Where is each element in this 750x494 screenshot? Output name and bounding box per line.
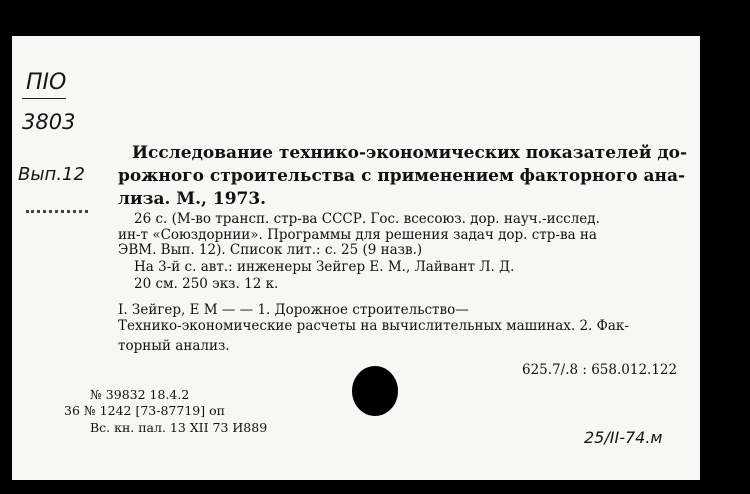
card-desc-line-5: 20 см. 250 экз. 12 к. bbox=[134, 276, 279, 292]
stamp-scribble bbox=[26, 198, 88, 213]
card-desc-line-4: На 3-й с. авт.: инженеры Зейгер Е. М., Лайвант Л. Д. bbox=[134, 259, 515, 275]
card-desc-line-2: ин-т «Союздорнии». Программы для решения задач дор. стр-ва на bbox=[118, 227, 597, 243]
card-subject-line-2: Технико-экономические расчеты на вычислительных машинах. 2. Фак- bbox=[118, 318, 629, 334]
card-title-line-3: лиза. М., 1973. bbox=[118, 189, 267, 209]
card-desc-line-3: ЭВМ. Вып. 12). Список лит.: с. 25 (9 назв.) bbox=[118, 242, 423, 258]
handwritten-date: 25/ІІ-74.м bbox=[584, 428, 663, 447]
card-desc-line-1: 26 с. (М-во трансп. стр-ва СССР. Гос. всесоюз. дор. науч.-исслед. bbox=[134, 211, 600, 227]
card-ref-line-2: 36 № 1242 [73-87719] оп bbox=[64, 403, 225, 418]
handwritten-issue: Вып.12 bbox=[18, 164, 85, 185]
punch-hole bbox=[352, 366, 398, 416]
card-title-line-1: Исследование технико-экономических показателей до- bbox=[132, 143, 688, 163]
handwritten-number: 3803 bbox=[22, 110, 76, 134]
card-title-line-2: рожного строительства с применением факторного ана- bbox=[118, 166, 686, 186]
handwritten-code: ПІО bbox=[26, 70, 67, 95]
card-ref-line-1: № 39832 18.4.2 bbox=[90, 387, 190, 402]
card-subject-line-3: торный анализ. bbox=[118, 338, 230, 354]
handwritten-underline bbox=[22, 98, 66, 99]
card-ref-line-3: Вс. кн. пал. 13 XII 73 И889 bbox=[90, 420, 268, 435]
card-udc: 625.7/.8 : 658.012.122 bbox=[522, 362, 678, 378]
card-subject-line-1: I. Зейгер, Е М — — 1. Дорожное строительство— bbox=[118, 302, 469, 318]
